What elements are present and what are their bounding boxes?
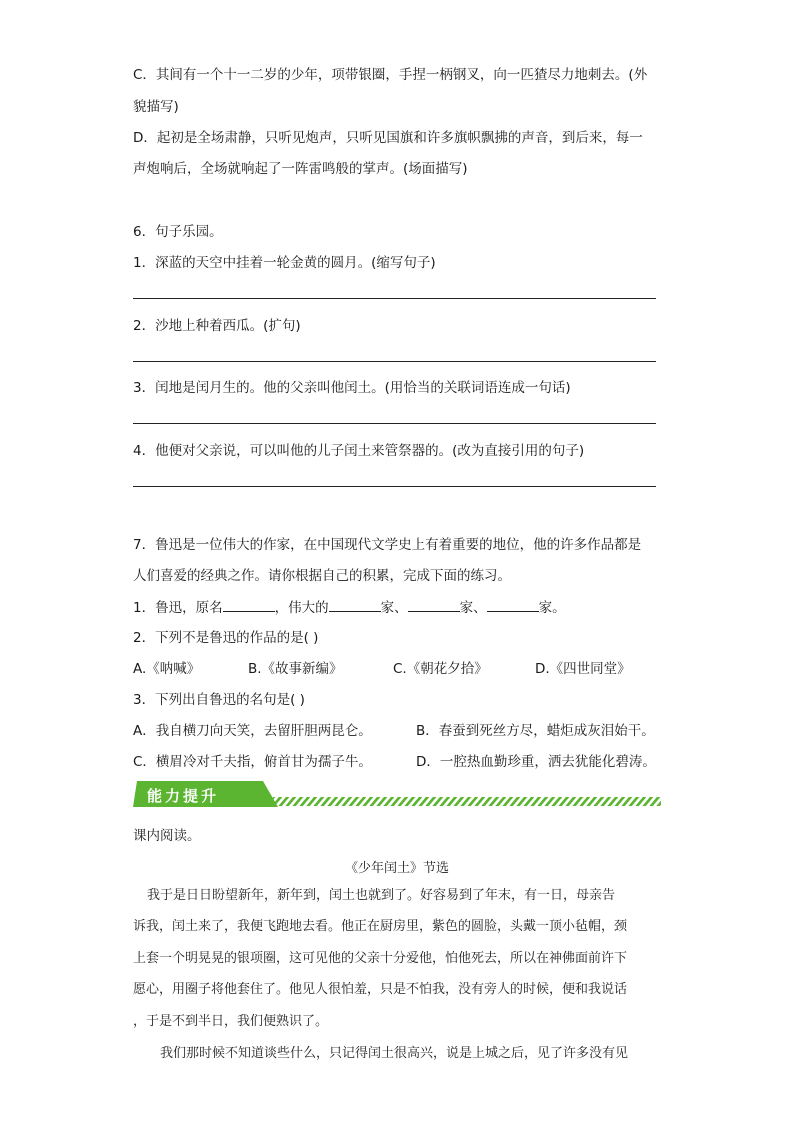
reading-line-5: ，于是不到半日，我们便熟识了。 <box>133 1014 329 1029</box>
q6-answer-line-2[interactable] <box>133 361 656 362</box>
q7-subquestion-2: 2．下列不是鲁迅的作品的是( ) <box>133 630 319 646</box>
q7-s1-text-c: 家、 <box>380 600 408 616</box>
blank-role-3[interactable] <box>487 597 539 612</box>
q7-subquestion-3: 3．下列出自鲁迅的名句是( ) <box>133 692 305 708</box>
q6-item-4: 4．他便对父亲说，可以叫他的儿子闰土来管祭器的。(改为直接引用的句子) <box>133 443 585 459</box>
q6-item-2: 2．沙地上种着西瓜。(扩句) <box>133 318 301 334</box>
q7-intro-line1: 7．鲁迅是一位伟大的作家，在中国现代文学史上有着重要的地位，他的许多作品都是 <box>133 537 642 553</box>
q7-s2-option-c[interactable]: C.《朝花夕拾》 <box>393 661 488 677</box>
q7-s1-text-b: ，伟大的 <box>274 600 329 616</box>
reading-line-1: 我于是日日盼望新年，新年到，闰土也就到了。好容易到了年末，有一日，母亲告 <box>147 888 616 903</box>
q7-s3-option-d[interactable]: D．一腔热血勤珍重，洒去犹能化碧涛。 <box>416 754 656 770</box>
banner-hatch-stripe <box>273 797 661 806</box>
q6-answer-line-4[interactable] <box>133 486 656 487</box>
q5-option-c-line1: C．其间有一个十一二岁的少年，项带银圈，手捏一柄钢叉，向一匹猹尽力地刺去。(外 <box>133 67 648 83</box>
q7-s3-option-b[interactable]: B．春蚕到死丝方尽，蜡炬成灰泪始干。 <box>416 723 655 739</box>
reading-line-2: 诉我，闰土来了，我便飞跑地去看。他正在厨房里，紫色的圆脸，头戴一顶小毡帽，颈 <box>133 919 628 934</box>
q7-s1-text-d: 家、 <box>459 600 487 616</box>
reading-line-4: 愿心，用圈子将他套住了。他见人很怕羞，只是不怕我，没有旁人的时候，便和我说话 <box>133 982 628 997</box>
reading-intro: 课内阅读。 <box>133 828 201 844</box>
blank-role-2[interactable] <box>408 597 460 612</box>
q7-s2-option-a[interactable]: A.《呐喊》 <box>133 661 201 677</box>
q7-s2-option-b[interactable]: B.《故事新编》 <box>248 661 343 677</box>
q6-title: 6．句子乐园。 <box>133 224 223 240</box>
q5-option-d-line2: 声炮响后，全场就响起了一阵雷鸣般的掌声。(场面描写) <box>133 161 468 177</box>
reading-title: 《少年闰土》节选 <box>344 861 449 876</box>
section-banner <box>133 779 663 811</box>
q5-option-c-line2: 貌描写) <box>133 99 179 115</box>
q7-intro-line2: 人们喜爱的经典之作。请你根据自己的积累，完成下面的练习。 <box>133 568 511 584</box>
q7-subquestion-1 <box>133 597 566 618</box>
q7-s1-text-a: 1．鲁迅，原名 <box>133 600 223 616</box>
q7-s2-option-d[interactable]: D.《四世同堂》 <box>535 661 631 677</box>
q7-s1-text-e: 家。 <box>538 600 566 616</box>
q6-item-1: 1．深蓝的天空中挂着一轮金黄的圆月。(缩写句子) <box>133 255 436 271</box>
q7-s3-option-a[interactable]: A．我自横刀向天笑，去留肝胆两昆仑。 <box>133 723 372 739</box>
q6-answer-line-3[interactable] <box>133 423 656 424</box>
q7-s3-option-c[interactable]: C．横眉冷对千夫指，俯首甘为孺子牛。 <box>133 754 372 770</box>
banner-label: 能力提升 <box>147 787 220 805</box>
q5-option-d-line1: D．起初是全场肃静，只听见炮声，只听见国旗和许多旗帜飘拂的声音，到后来，每一 <box>133 130 643 146</box>
blank-original-name[interactable] <box>223 597 275 612</box>
reading-line-6: 我们那时候不知道谈些什么，只记得闰土很高兴，说是上城之后，见了许多没有见 <box>160 1046 629 1061</box>
q6-item-3: 3．闰地是闰月生的。他的父亲叫他闰土。(用恰当的关联词语连成一句话) <box>133 380 571 396</box>
blank-role-1[interactable] <box>329 597 381 612</box>
reading-line-3: 上套一个明晃晃的银项圈，这可见他的父亲十分爱他，怕他死去，所以在神佛面前许下 <box>133 951 628 966</box>
q6-answer-line-1[interactable] <box>133 298 656 299</box>
